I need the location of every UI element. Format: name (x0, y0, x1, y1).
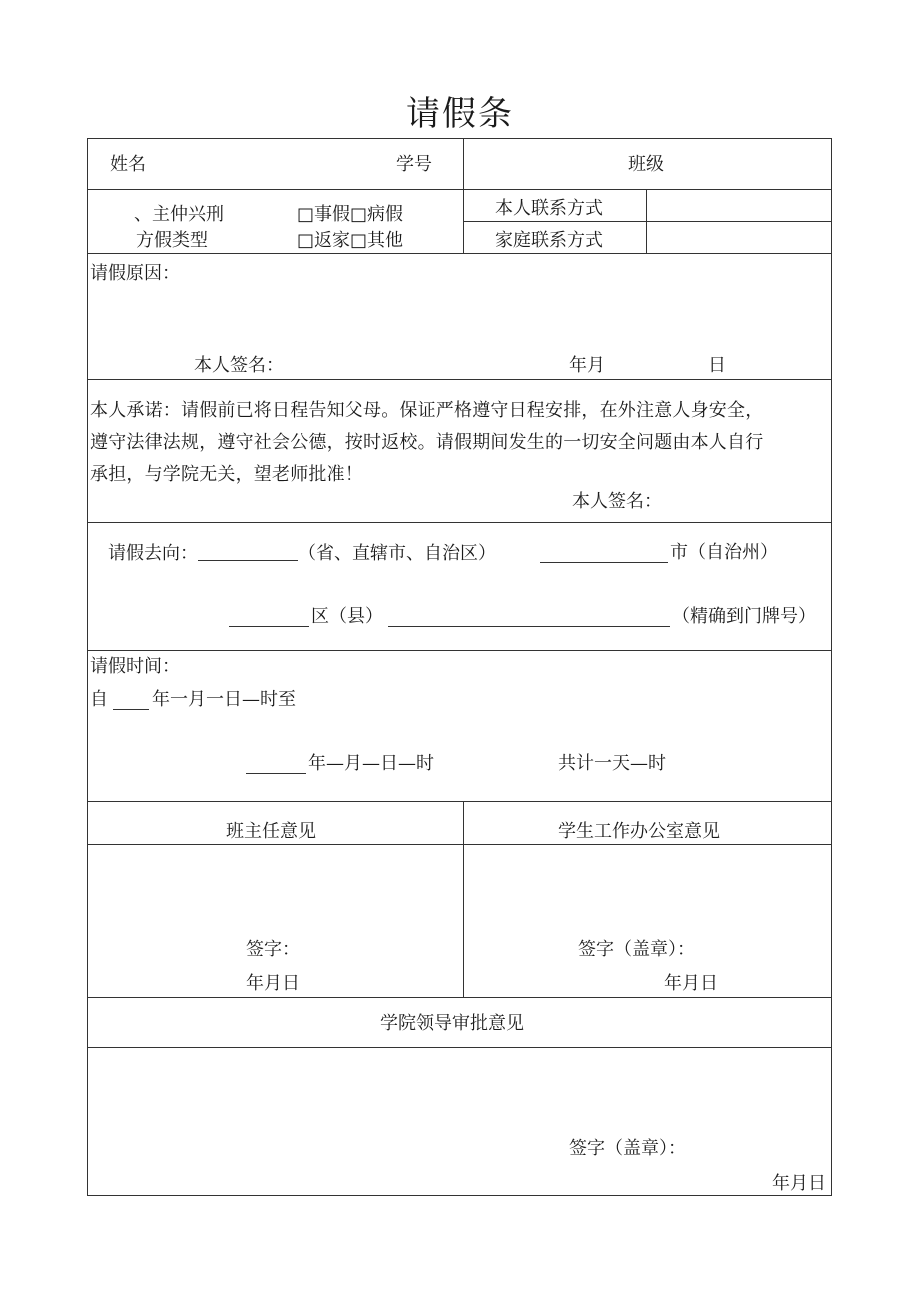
destination-line1 (108, 542, 496, 565)
leader-title: 学院领导审批意见 (380, 1013, 524, 1034)
row-divider (87, 650, 832, 651)
class-teacher-date: 年月日 (246, 973, 300, 994)
row-divider (87, 844, 832, 845)
address-blank[interactable] (388, 608, 670, 627)
class-teacher-signature-label: 签字： (246, 939, 300, 960)
row-divider (463, 221, 832, 222)
time-to-suffix: 年—月—日—时 (308, 753, 434, 774)
office-signature-label: 签字（盖章）： (578, 939, 695, 960)
reason-signature-label: 本人签名： (194, 355, 284, 376)
leave-form (87, 138, 832, 1196)
commitment-signature-label: 本人签名： (572, 491, 662, 512)
district-blank[interactable] (229, 608, 309, 627)
time-from-suffix: 年一月一日—时至 (152, 689, 296, 710)
commitment-text (90, 395, 832, 491)
personal-contact-label: 本人联系方式 (495, 198, 603, 219)
leave-type-options-row1[interactable]: □事假□病假 (297, 204, 404, 225)
district-suffix: 区（县） (311, 606, 383, 627)
commitment-line: 承担，与学院无关，望老师批准！ (90, 464, 363, 485)
row-divider (87, 253, 832, 254)
office-date: 年月日 (664, 973, 718, 994)
office-title: 学生工作办公室意见 (558, 821, 720, 842)
name-label: 姓名 (110, 154, 146, 175)
time-total: 共计一天—时 (558, 753, 666, 774)
class-label: 班级 (628, 154, 664, 175)
from-year-blank[interactable] (113, 691, 149, 710)
leave-type-label-line2: 方假类型 (136, 230, 208, 251)
row-divider (87, 801, 832, 802)
city-suffix: 市（自治州） (670, 542, 778, 563)
column-divider (646, 189, 647, 253)
reason-day: 日 (708, 355, 726, 376)
row-divider (87, 1047, 832, 1048)
to-year-blank[interactable] (246, 755, 306, 774)
family-contact-label: 家庭联系方式 (495, 230, 603, 251)
time-label: 请假时间： (90, 656, 180, 677)
province-suffix: （省、直辖市、自治区） (298, 543, 496, 564)
leader-signature-label: 签字（盖章）： (569, 1138, 686, 1159)
time-from-prefix: 自 (90, 689, 108, 710)
column-divider (463, 138, 464, 253)
leave-type-label-line1: 、主仲兴刑 (134, 204, 224, 225)
reason-label: 请假原因： (90, 263, 180, 284)
commitment-line: 遵守法律法规，遵守社会公德，按时返校。请假期间发生的一切安全问题由本人自行 (90, 432, 764, 453)
student-id-label: 学号 (396, 154, 432, 175)
commitment-line: 本人承诺：请假前已将日程告知父母。保证严格遵守日程安排，在外注意人身安全， (90, 400, 764, 421)
class-teacher-title: 班主任意见 (226, 821, 316, 842)
city-blank[interactable] (540, 544, 668, 563)
row-divider (87, 189, 832, 190)
destination-label: 请假去向： (108, 543, 198, 564)
reason-year-month: 年月 (569, 355, 605, 376)
leader-date: 年月日 (772, 1173, 826, 1194)
page-title: 请假条 (406, 94, 514, 134)
column-divider (463, 801, 464, 997)
address-suffix: （精确到门牌号） (672, 606, 816, 627)
row-divider (87, 522, 832, 523)
leave-type-options-row2[interactable]: □返家□其他 (297, 230, 404, 251)
row-divider (87, 997, 832, 998)
row-divider (87, 379, 832, 380)
province-blank[interactable] (198, 542, 298, 561)
